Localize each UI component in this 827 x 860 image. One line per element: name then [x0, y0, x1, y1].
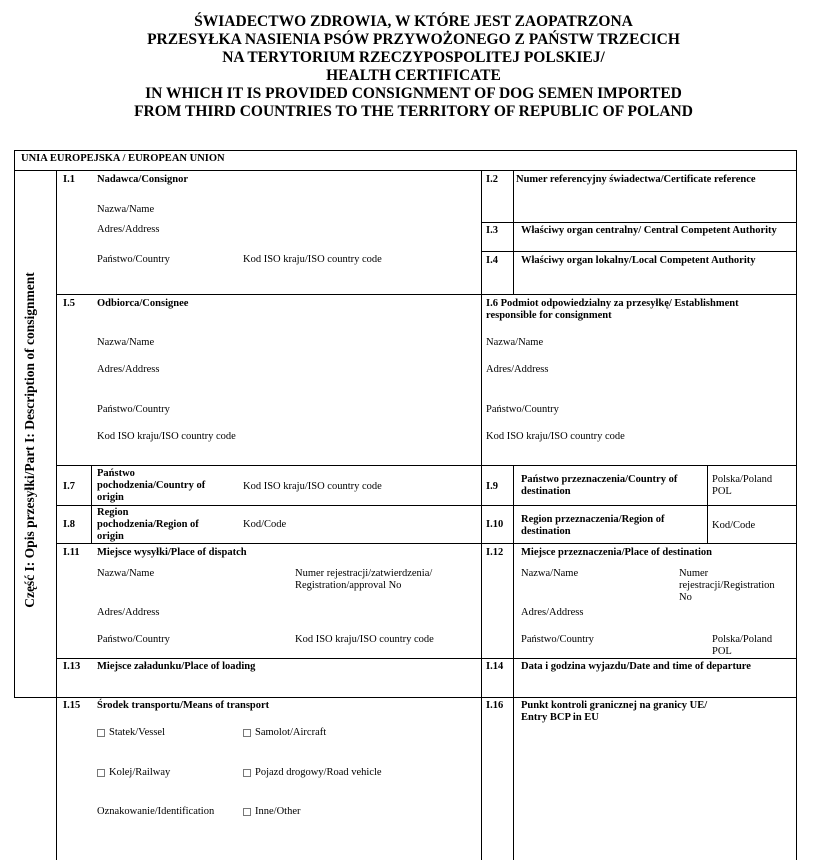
field-number-i1: I.1	[63, 174, 75, 185]
place-dispatch-label: Miejsce wysyłki/Place of dispatch	[97, 547, 247, 558]
region-destination-label: Region przeznaczenia/Region of destination	[521, 514, 665, 537]
title-line: NA TERYTORIUM RZECZYPOSPOLITEJ POLSKIEJ/	[222, 49, 605, 66]
destination-country-value: Polska/Poland	[712, 474, 773, 485]
aircraft-option[interactable]	[243, 727, 326, 739]
consignor-country-field[interactable]: Państwo/Country	[97, 254, 170, 265]
field-number-i5: I.5	[63, 298, 75, 309]
transport-identification-field[interactable]: Oznakowanie/Identification	[97, 806, 215, 817]
grid-line	[796, 150, 797, 860]
dispatch-address-field[interactable]: Adres/Address	[97, 607, 160, 618]
departure-datetime-field[interactable]: Data i godzina wyjazdu/Date and time of departure	[521, 661, 751, 672]
grid-line	[14, 150, 15, 698]
railway-checkbox[interactable]	[97, 769, 105, 777]
road-vehicle-label: Pojazd drogowy/Road vehicle	[255, 767, 382, 778]
consignor-iso-field[interactable]: Kod ISO kraju/ISO country code	[243, 254, 382, 265]
field-number-i3: I.3	[486, 225, 498, 236]
region-origin-code-field[interactable]: Kod/Code	[243, 519, 287, 530]
field-number-i4: I.4	[486, 255, 498, 266]
consignee-iso-field[interactable]: Kod ISO kraju/ISO country code	[97, 431, 236, 442]
grid-line	[513, 465, 514, 860]
dispatch-country-field[interactable]: Państwo/Country	[97, 634, 170, 645]
other-checkbox[interactable]	[243, 808, 251, 816]
country-origin-label: Państwo pochodzenia/Country of origin	[97, 468, 206, 503]
grid-line	[14, 697, 797, 698]
consignor-address-field[interactable]: Adres/Address	[97, 224, 160, 235]
field-number-i15: I.15	[63, 700, 81, 711]
grid-line	[56, 658, 797, 659]
consignor-label: Nadawca/Consignor	[97, 174, 189, 185]
consignee-country-field[interactable]: Państwo/Country	[97, 404, 170, 415]
other-label: Inne/Other	[255, 806, 301, 817]
field-number-i16: I.16	[486, 700, 504, 711]
dispatch-name-field[interactable]: Nazwa/Name	[97, 568, 155, 579]
place-destination-label: Miejsce przeznaczenia/Place of destination	[521, 547, 712, 558]
title-line: PRZESYŁKA NASIENIA PSÓW PRZYWOŻONEGO Z PAŃSTW TRZECICH	[147, 31, 680, 48]
consignee-label: Odbiorca/Consignee	[97, 298, 189, 309]
field-number-i2: I.2	[486, 174, 498, 185]
field-number-i13: I.13	[63, 661, 81, 672]
destination-name-field[interactable]: Nazwa/Name	[521, 568, 579, 579]
grid-line	[481, 222, 797, 223]
grid-line	[481, 251, 797, 252]
country-origin-iso-field[interactable]: Kod ISO kraju/ISO country code	[243, 481, 382, 492]
grid-line	[513, 170, 514, 294]
title-line: HEALTH CERTIFICATE	[326, 67, 501, 84]
local-authority-field[interactable]: Właściwy organ lokalny/Local Competent Authority	[521, 255, 756, 266]
certificate-title	[0, 13, 827, 121]
field-number-i12: I.12	[486, 547, 504, 558]
vessel-checkbox[interactable]	[97, 729, 105, 737]
road-vehicle-option[interactable]	[243, 767, 382, 779]
entry-bcp-field[interactable]: Punkt kontroli granicznej na granicy UE/ Entry BCP in EU	[521, 700, 708, 723]
consignee-address-field[interactable]: Adres/Address	[97, 364, 160, 375]
consignor-name-field[interactable]: Nazwa/Name	[97, 204, 155, 215]
road-vehicle-checkbox[interactable]	[243, 769, 251, 777]
destination-iso-value: POL	[712, 646, 732, 657]
union-header: UNIA EUROPEJSKA / EUROPEAN UNION	[21, 153, 225, 164]
railway-label: Kolej/Railway	[109, 767, 171, 778]
grid-line	[56, 543, 797, 544]
grid-line	[481, 170, 482, 860]
title-line: FROM THIRD COUNTRIES TO THE TERRITORY OF REPUBLIC OF POLAND	[134, 103, 693, 120]
destination-country-value: Polska/Poland	[712, 634, 773, 645]
part-side-label	[20, 260, 40, 620]
grid-line	[91, 465, 92, 543]
country-destination-label: Państwo przeznaczenia/Country of destination	[521, 474, 678, 497]
central-authority-field[interactable]: Właściwy organ centralny/ Central Competent Authority	[521, 225, 777, 236]
grid-line	[707, 465, 708, 543]
vessel-label: Statek/Vessel	[109, 727, 165, 738]
grid-line	[56, 465, 797, 466]
certificate-reference-field[interactable]: Numer referencyjny świadectwa/Certificate reference	[516, 174, 756, 185]
part-side-label-text: Część I: Opis przesyłki/Part I: Description of consignment	[22, 272, 37, 608]
railway-option[interactable]	[97, 767, 170, 779]
field-number-i14: I.14	[486, 661, 504, 672]
destination-country-field[interactable]: Państwo/Country	[521, 634, 594, 645]
field-number-i11: I.11	[63, 547, 80, 558]
field-number-i7: I.7	[63, 481, 75, 492]
establishment-iso-field[interactable]: Kod ISO kraju/ISO country code	[486, 431, 625, 442]
means-transport-label: Środek transportu/Means of transport	[97, 700, 270, 711]
region-destination-code-field[interactable]: Kod/Code	[712, 520, 756, 531]
place-loading-field[interactable]: Miejsce załadunku/Place of loading	[97, 661, 256, 672]
establishment-name-field[interactable]: Nazwa/Name	[486, 337, 544, 348]
vessel-option[interactable]	[97, 727, 165, 739]
consignee-name-field[interactable]: Nazwa/Name	[97, 337, 155, 348]
destination-address-field[interactable]: Adres/Address	[521, 607, 584, 618]
establishment-address-field[interactable]: Adres/Address	[486, 364, 549, 375]
destination-iso-value: POL	[712, 486, 732, 497]
region-origin-label: Region pochodzenia/Region of origin	[97, 507, 199, 542]
aircraft-checkbox[interactable]	[243, 729, 251, 737]
establishment-label: I.6 Podmiot odpowiedzialny za przesyłkę/ Establishment responsible for consignment	[486, 298, 739, 321]
field-number-i8: I.8	[63, 519, 75, 530]
field-number-i9: I.9	[486, 481, 498, 492]
grid-line	[14, 170, 797, 171]
title-line: ŚWIADECTWO ZDROWIA, W KTÓRE JEST ZAOPATRZONA	[194, 13, 633, 30]
aircraft-label: Samolot/Aircraft	[255, 727, 327, 738]
establishment-country-field[interactable]: Państwo/Country	[486, 404, 559, 415]
field-number-i10: I.10	[486, 519, 504, 530]
grid-line	[56, 294, 797, 295]
dispatch-registration-field[interactable]: Numer rejestracji/zatwierdzenia/ Registration/approval No	[295, 568, 433, 591]
grid-line	[56, 505, 797, 506]
destination-registration-field[interactable]: Numer rejestracji/Registration No	[679, 568, 775, 603]
other-option[interactable]	[243, 806, 300, 818]
grid-line	[14, 150, 797, 151]
grid-line	[56, 170, 57, 860]
title-line: IN WHICH IT IS PROVIDED CONSIGNMENT OF DOG SEMEN IMPORTED	[145, 85, 682, 102]
dispatch-iso-field[interactable]: Kod ISO kraju/ISO country code	[295, 634, 434, 645]
